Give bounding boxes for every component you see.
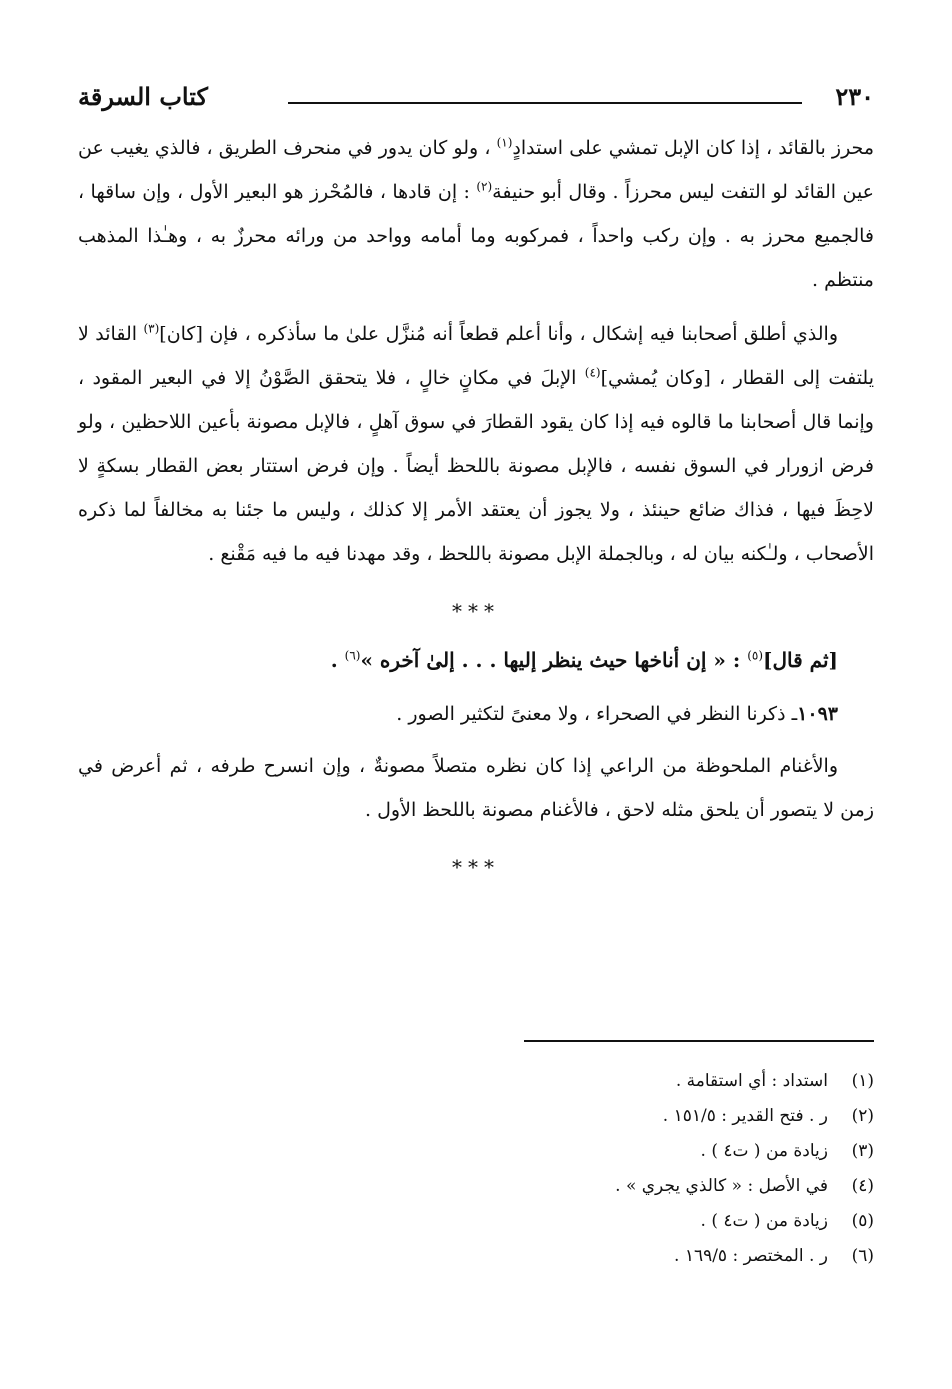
- footnote-number: (١): [851, 1071, 874, 1091]
- footnote-text: في الأصل : « كالذي يجري » .: [615, 1176, 828, 1196]
- footnote-ref-3: (٣): [143, 321, 160, 336]
- header-rule: [288, 102, 802, 104]
- footnote-item: [78, 1064, 874, 1099]
- footnote-text: ر . المختصر : ١٦٩/٥ .: [674, 1246, 828, 1266]
- quote-text-a: [ثم قال]: [763, 648, 838, 672]
- quoted-heading: [78, 638, 874, 682]
- footnote-number: (٣): [851, 1141, 874, 1161]
- page-header: [78, 78, 874, 116]
- paragraph-1: [78, 126, 874, 302]
- issue-paragraph: [78, 692, 874, 736]
- footnote-ref-5: (٥): [747, 648, 764, 663]
- main-text: [78, 126, 874, 884]
- issue-number: ١٠٩٣: [797, 703, 838, 725]
- paragraph-2-text-b: القائد لا يلتفت إلى القطار ، [وكان يُمشي]: [78, 323, 875, 389]
- paragraph-3: والأغنام الملحوظة من الراعي إذا كان نظره متصلاً مصونةٌ ، وإن انسرح طرفه ، ثم أعرض في زمن لا يتصور أن يلحق مثله لاحق ، فالأغنام مصونة باللحظ الأول .: [78, 755, 874, 821]
- footnote-item: [78, 1169, 874, 1204]
- footnote-item: [78, 1204, 874, 1239]
- footnote-number: (٦): [851, 1246, 874, 1266]
- footnote-rule: [524, 1040, 874, 1042]
- paragraph-2-text-c: الإبلَ في مكانٍ خالٍ ، فلا يتحقق الصَّوْنُ إلا في البعير المقود ، وإنما قال أصحابنا ما قالوه فيه إذا كان يقود القطارَ في سوق آهلٍ ، فالإبل مصونة بأعين اللاحظين ، ولو فرض ازورار في السوق نفسه ، فالإبل مصونة باللحظ أيضاً . وإن فرض استتار بعض القطار بسكةٍ لا لاحِظَ فيها ، فذاك ضائع حينئذ ، ولا يجوز أن يعتقد الأمر إلا كذلك ، وليس ما جئنا به مخالفاً لما ذكره الأصحاب ، ولـٰكنه بيان له ، وبالجملة الإبل مصونة باللحظ ، وقد مهدنا فيه ما فيه مَقْنع .: [78, 367, 874, 565]
- footnote-ref-4: (٤): [584, 365, 601, 380]
- footnote-number: (٤): [851, 1176, 874, 1196]
- footnote-ref-6: (٦): [344, 648, 361, 663]
- section-separator-1: ***: [452, 599, 500, 623]
- footnote-text: استداد : أي استقامة .: [675, 1071, 828, 1091]
- book-title: كتاب السرقة: [78, 82, 208, 111]
- footnote-number: (٥): [851, 1211, 874, 1231]
- paragraph-1-text-a: محرز بالقائد ، إذا كان الإبل تمشي على استدادٍ: [512, 137, 875, 159]
- section-separator-2: ***: [452, 855, 500, 879]
- footnote-item: [78, 1134, 874, 1169]
- issue-text: ـ ذكرنا النظر في الصحراء ، ولا معنىً لتكثير الصور .: [396, 703, 798, 725]
- footnote-number: (٢): [851, 1106, 874, 1126]
- quote-text-b: : « إن أناخها حيث ينظر إليها . . . إلىٰ آخره »: [360, 648, 748, 672]
- footnote-text: زيادة من ( ت٤ ) .: [700, 1211, 828, 1231]
- footnote-item: [78, 1239, 874, 1274]
- footnote-text: ر . فتح القدير : ١٥١/٥ .: [662, 1106, 828, 1126]
- paragraph-1-text-b: ، ولو كان يدور في منحرف الطريق ، فالذي يغيب عن عين القائد لو التفت ليس محرزاً . وقال أبو حنيفة: [78, 137, 875, 203]
- paragraph-2-text-a: والذي أطلق أصحابنا فيه إشكال ، وأنا أعلم قطعاً أنه مُنزَّل علىٰ ما سأذكره ، فإن [كان]: [159, 323, 838, 345]
- paragraph-1-text-c: : إن قادها ، فالمُحْرز هو البعير الأول ، وإن ساقها ، فالجميع محرز به . وإن ركب واحداً ، فمركوبه وما أمامه وواحد من ورائه محرزٌ به ، وهـٰذا المذهب منتظم .: [78, 181, 874, 291]
- paragraph-2: [78, 312, 874, 576]
- footnote-ref-1: (١): [496, 135, 513, 150]
- quote-text-c: .: [330, 648, 345, 672]
- footnotes: [78, 1064, 874, 1274]
- footnote-item: [78, 1099, 874, 1134]
- footnote-text: زيادة من ( ت٤ ) .: [700, 1141, 828, 1161]
- page-number: ٢٣٠: [835, 82, 874, 111]
- footnote-ref-2: (٢): [476, 179, 493, 194]
